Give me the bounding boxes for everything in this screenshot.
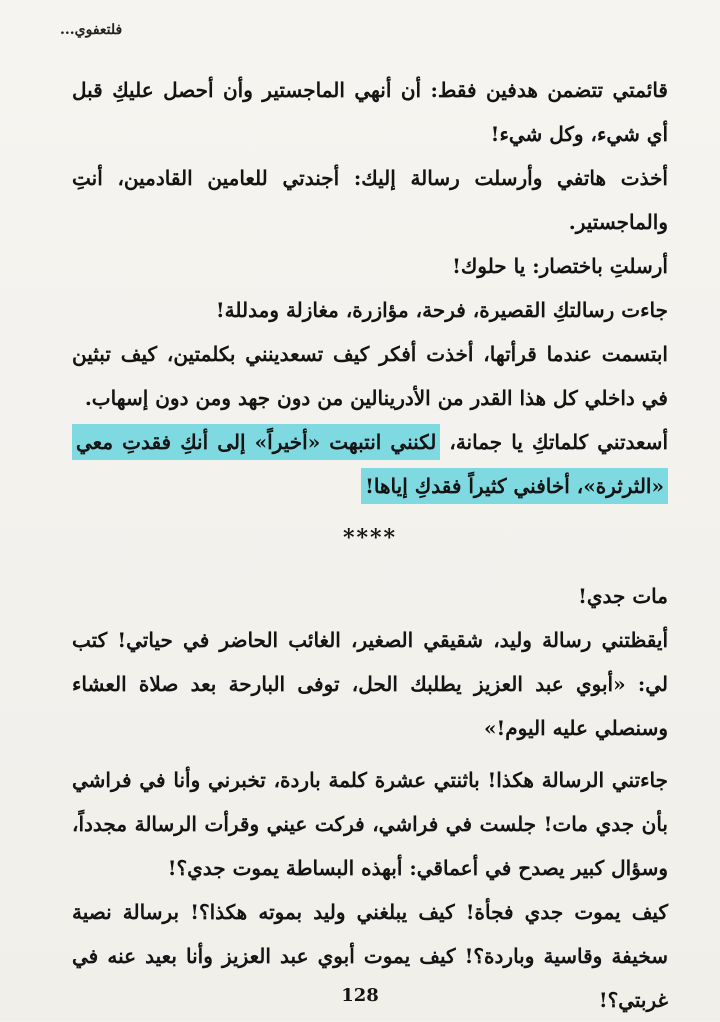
paragraph-gap bbox=[72, 750, 668, 758]
section-separator: **** bbox=[342, 525, 398, 551]
body-text bbox=[72, 68, 668, 1022]
paragraph-text: أسعدتني كلماتكِ يا جمانة، bbox=[440, 430, 668, 454]
paragraph: أيقظتني رسالة وليد، شقيقي الصغير، الغائب الحاضر في حياتي! كتب لي: «أبوي عبد العزيز يطلبك الحل، توفى البارحة بعد صلاة العشاء وسنصلي عليه اليوم!» bbox=[72, 628, 668, 740]
paragraph: أرسلتِ باختصار: يا حلوك! bbox=[452, 254, 668, 278]
paragraph-with-highlight bbox=[72, 420, 668, 508]
paragraph: كيف يموت جدي فجأة! كيف يبلغني وليد بموته هكذا؟! برسالة نصية سخيفة وقاسية وباردة؟! كيف يموت أبوي عبد العزيز وأنا بعيد عنه في غربتي؟! bbox=[72, 900, 668, 1012]
paragraph: ابتسمت عندما قرأتها، أخذت أفكر كيف تسعدينني بكلمتين، كيف تبثين في داخلي كل هذا القدر من الأدرينالين من دون جهد ومن دون إسهاب. bbox=[72, 342, 668, 410]
paragraph: قائمتي تتضمن هدفين فقط: أن أنهي الماجستير وأن أحصل عليكِ قبل أي شيء، وكل شيء! bbox=[72, 78, 668, 146]
paragraph: أخذت هاتفي وأرسلت رسالة إليك: أجندتي للعامين القادمين، أنتِ والماجستير. bbox=[72, 166, 668, 234]
running-header: فلتعفوي... bbox=[60, 22, 123, 38]
page-number: 128 bbox=[341, 985, 379, 1006]
paragraph: جاءت رسالتكِ القصيرة، فرحة، مؤازرة، مغازلة ومدللة! bbox=[215, 298, 668, 322]
paragraph: مات جدي! bbox=[578, 584, 668, 608]
paragraph: جاءتني الرسالة هكذا! باثنتي عشرة كلمة باردة، تخبرني وأنا في فراشي بأن جدي مات! جلست في فراشي، فركت عيني وقرأت الرسالة مجدداً، وسؤال كبير يصدح في أعماقي: أبهذه البساطة يموت جدي؟! bbox=[72, 768, 668, 880]
highlighted-text: لكنني انتبهت «أخيراً» إلى أنكِ فقدتِ معي «الثرثرة»، أخافني كثيراً فقدكِ إياها! bbox=[72, 424, 668, 504]
